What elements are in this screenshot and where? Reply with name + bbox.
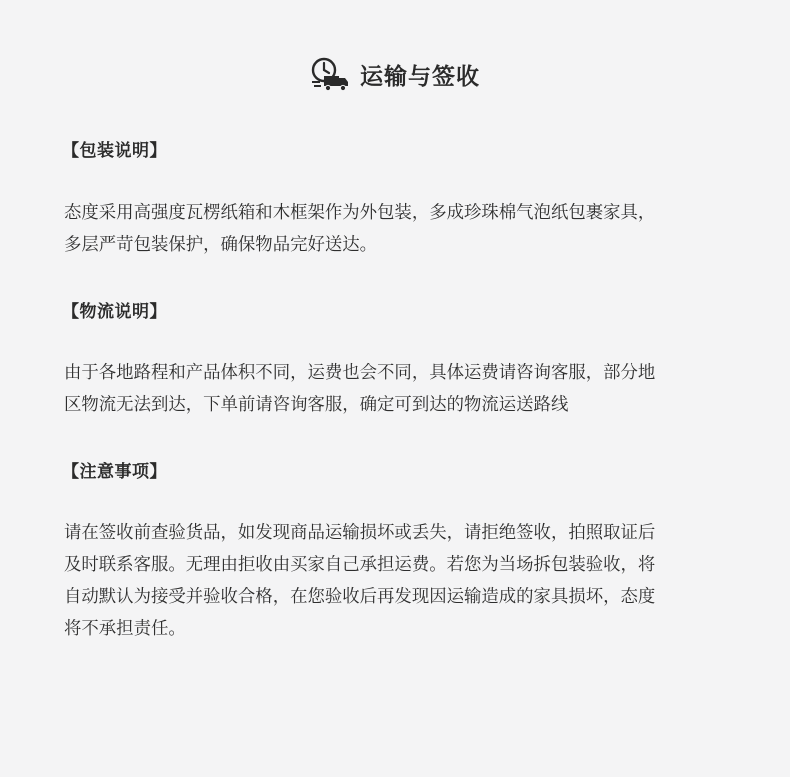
paragraph-line: 及时联系客服。无理由拒收由买家自己承担运费。若您为当场拆包装验收，将 bbox=[64, 555, 656, 575]
paragraph-line: 自动默认为接受并验收合格，在您验收后再发现因运输造成的家具损坏，态度 bbox=[64, 587, 656, 607]
section-heading-notes: 【注意事项】 bbox=[62, 462, 167, 482]
paragraph-line: 将不承担责任。 bbox=[64, 619, 186, 639]
delivery-truck-clock-icon bbox=[310, 56, 350, 92]
paragraph-line: 请在签收前查验货品，如发现商品运输损坏或丢失，请拒绝签收，拍照取证后 bbox=[64, 523, 656, 543]
section-body-logistics bbox=[64, 357, 744, 421]
paragraph-line: 多层严苛包装保护，确保物品完好送达。 bbox=[64, 235, 378, 255]
paragraph-line: 由于各地路程和产品体积不同，运费也会不同，具体运费请咨询客服，部分地 bbox=[64, 363, 656, 383]
page-title: 运输与签收 bbox=[360, 63, 480, 90]
section-heading-packaging: 【包装说明】 bbox=[62, 141, 167, 161]
page-header bbox=[0, 56, 790, 92]
section-body-packaging bbox=[64, 197, 744, 261]
section-heading-logistics: 【物流说明】 bbox=[62, 302, 167, 322]
paragraph-line: 态度采用高强度瓦楞纸箱和木框架作为外包装，多成珍珠棉气泡纸包裹家具， bbox=[64, 203, 656, 223]
section-body-notes bbox=[64, 517, 744, 645]
paragraph-line: 区物流无法到达，下单前请咨询客服，确定可到达的物流运送路线 bbox=[64, 395, 569, 415]
